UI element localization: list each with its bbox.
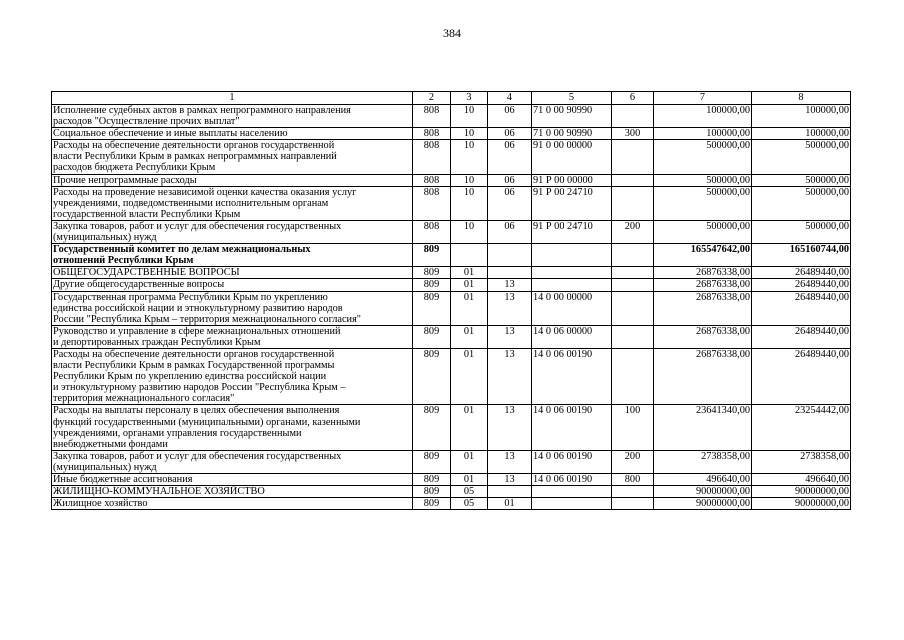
amount-year2-cell: 2738358,00	[752, 450, 851, 473]
section-code-cell: 01	[451, 405, 488, 450]
row-name-cell	[52, 267, 413, 279]
expense-type-cell: 300	[612, 128, 654, 140]
table-row	[52, 348, 851, 404]
amount-year1-cell: 26876338,00	[654, 348, 752, 404]
target-code-cell: 14 0 06 00190	[532, 474, 612, 486]
admin-code-cell: 809	[413, 348, 451, 404]
target-code-cell: 91 Р 00 24710	[532, 186, 612, 220]
section-code-cell: 01	[451, 291, 488, 325]
row-name-cell	[52, 105, 413, 128]
admin-code-cell: 808	[413, 220, 451, 243]
admin-code-cell: 809	[413, 325, 451, 348]
subsection-code-cell: 13	[488, 325, 532, 348]
target-code-cell: 71 0 00 90990	[532, 105, 612, 128]
admin-code-cell: 809	[413, 279, 451, 291]
budget-table	[51, 91, 851, 510]
amount-year2-cell: 500000,00	[752, 186, 851, 220]
row-name-line: Социальное обеспечение и иные выплаты населению	[53, 128, 288, 140]
admin-code-cell: 808	[413, 186, 451, 220]
expense-type-cell	[612, 267, 654, 279]
row-name-line: Закупка товаров, работ и услуг для обеспечения государственных	[53, 450, 342, 462]
row-name-cell	[52, 405, 413, 450]
expense-type-cell	[612, 291, 654, 325]
expense-type-cell	[612, 174, 654, 186]
amount-year2-cell: 90000000,00	[752, 498, 851, 510]
target-code-cell	[532, 486, 612, 498]
row-name-line: Руководство и управление в сфере межнациональных отношений	[53, 325, 341, 337]
row-name-line: Прочие непрограммные расходы	[53, 174, 197, 186]
admin-code-cell: 809	[413, 405, 451, 450]
target-code-cell: 71 0 00 90990	[532, 128, 612, 140]
table-row	[52, 220, 851, 243]
amount-year1-cell: 496640,00	[654, 474, 752, 486]
row-name-cell	[52, 486, 413, 498]
row-name-line: и этнокультурному развитию народов России "Республика Крым –	[53, 382, 346, 394]
row-name-line: государственной власти Республики Крым	[53, 208, 241, 220]
row-name-cell	[52, 498, 413, 510]
section-code-cell: 01	[451, 450, 488, 473]
subsection-code-cell: 06	[488, 140, 532, 174]
table-row	[52, 474, 851, 486]
row-name-line: Другие общегосударственные вопросы	[53, 279, 225, 291]
header-row	[52, 92, 851, 105]
subsection-code-cell: 13	[488, 348, 532, 404]
target-code-cell: 14 0 06 00190	[532, 405, 612, 450]
expense-type-cell	[612, 186, 654, 220]
table-row	[52, 128, 851, 140]
expense-type-cell: 200	[612, 450, 654, 473]
admin-code-cell: 809	[413, 486, 451, 498]
admin-code-cell: 809	[413, 474, 451, 486]
expense-type-cell	[612, 279, 654, 291]
target-code-cell: 14 0 06 00190	[532, 450, 612, 473]
row-name-line: Государственная программа Республики Крым по укреплению	[53, 291, 328, 303]
row-name-line: Государственный комитет по делам межнациональных	[53, 244, 311, 256]
amount-year1-cell: 26876338,00	[654, 325, 752, 348]
target-code-cell	[532, 279, 612, 291]
row-name-cell	[52, 186, 413, 220]
table-row	[52, 267, 851, 279]
subsection-code-cell	[488, 244, 532, 267]
amount-year1-cell: 100000,00	[654, 105, 752, 128]
section-code-cell: 05	[451, 486, 488, 498]
amount-year2-cell: 500000,00	[752, 174, 851, 186]
subsection-code-cell: 13	[488, 405, 532, 450]
row-name-line: расходов бюджета Республики Крым	[53, 162, 216, 174]
row-name-line: внебюджетными фондами	[53, 438, 168, 450]
admin-code-cell: 809	[413, 498, 451, 510]
subsection-code-cell: 06	[488, 220, 532, 243]
amount-year2-cell: 26489440,00	[752, 279, 851, 291]
amount-year1-cell: 26876338,00	[654, 267, 752, 279]
admin-code-cell: 809	[413, 291, 451, 325]
table-row	[52, 291, 851, 325]
expense-type-cell: 200	[612, 220, 654, 243]
subsection-code-cell	[488, 267, 532, 279]
amount-year2-cell: 26489440,00	[752, 267, 851, 279]
subsection-code-cell: 06	[488, 174, 532, 186]
column-header: 6	[612, 92, 654, 105]
table-row	[52, 244, 851, 267]
column-header: 5	[532, 92, 612, 105]
admin-code-cell: 808	[413, 105, 451, 128]
table-row	[52, 140, 851, 174]
section-code-cell: 05	[451, 498, 488, 510]
admin-code-cell: 809	[413, 267, 451, 279]
table-row	[52, 450, 851, 473]
subsection-code-cell: 13	[488, 474, 532, 486]
expense-type-cell	[612, 486, 654, 498]
expense-type-cell	[612, 105, 654, 128]
amount-year1-cell: 26876338,00	[654, 279, 752, 291]
column-header: 7	[654, 92, 752, 105]
table-row	[52, 174, 851, 186]
row-name-cell	[52, 220, 413, 243]
amount-year2-cell: 90000000,00	[752, 486, 851, 498]
row-name-line: отношений Республики Крым	[53, 255, 194, 267]
expense-type-cell	[612, 325, 654, 348]
admin-code-cell: 809	[413, 450, 451, 473]
amount-year2-cell: 100000,00	[752, 128, 851, 140]
section-code-cell: 01	[451, 325, 488, 348]
row-name-line: (муниципальных) нужд	[53, 461, 157, 473]
row-name-line: функций государственными (муниципальными) органами, казенными	[53, 416, 361, 428]
row-name-line: Расходы на выплаты персоналу в целях обеспечения выполнения	[53, 405, 340, 417]
table-row	[52, 405, 851, 450]
target-code-cell: 14 0 06 00190	[532, 348, 612, 404]
target-code-cell: 14 0 06 00000	[532, 325, 612, 348]
row-name-cell	[52, 348, 413, 404]
row-name-cell	[52, 291, 413, 325]
target-code-cell: 91 0 00 00000	[532, 140, 612, 174]
page-number: 384	[443, 26, 461, 40]
table-row	[52, 486, 851, 498]
amount-year1-cell: 26876338,00	[654, 291, 752, 325]
subsection-code-cell	[488, 486, 532, 498]
target-code-cell: 91 Р 00 00000	[532, 174, 612, 186]
column-header: 1	[52, 92, 413, 105]
admin-code-cell: 808	[413, 128, 451, 140]
column-header: 3	[451, 92, 488, 105]
expense-type-cell: 800	[612, 474, 654, 486]
row-name-cell	[52, 325, 413, 348]
section-code-cell: 10	[451, 140, 488, 174]
row-name-cell	[52, 174, 413, 186]
amount-year2-cell: 23254442,00	[752, 405, 851, 450]
section-code-cell: 10	[451, 128, 488, 140]
row-name-line: Исполнение судебных актов в рамках непрограммного направления	[53, 105, 351, 116]
row-name-line: Расходы на обеспечение деятельности органов государственной	[53, 348, 335, 360]
target-code-cell: 14 0 00 00000	[532, 291, 612, 325]
expense-type-cell: 100	[612, 405, 654, 450]
row-name-cell	[52, 279, 413, 291]
subsection-code-cell: 06	[488, 186, 532, 220]
row-name-line: ЖИЛИЩНО-КОММУНАЛЬНОЕ ХОЗЯЙСТВО	[53, 486, 265, 498]
amount-year1-cell: 100000,00	[654, 128, 752, 140]
row-name-line: власти Республики Крым в рамках непрограммных направлений	[53, 151, 337, 163]
subsection-code-cell: 01	[488, 498, 532, 510]
row-name-line: Республики Крым по укреплению единства российской нации	[53, 371, 327, 383]
admin-code-cell: 809	[413, 244, 451, 267]
table-row	[52, 186, 851, 220]
row-name-line: Расходы на обеспечение деятельности органов государственной	[53, 140, 335, 152]
row-name-cell	[52, 128, 413, 140]
target-code-cell	[532, 267, 612, 279]
subsection-code-cell: 13	[488, 450, 532, 473]
row-name-line: единства российской нации и этнокультурному развитию народов	[53, 302, 343, 314]
section-code-cell	[451, 244, 488, 267]
amount-year1-cell: 500000,00	[654, 220, 752, 243]
column-header: 2	[413, 92, 451, 105]
row-name-line: расходов "Осуществление прочих выплат"	[53, 116, 240, 128]
amount-year1-cell: 90000000,00	[654, 498, 752, 510]
amount-year1-cell: 500000,00	[654, 174, 752, 186]
amount-year2-cell: 100000,00	[752, 105, 851, 128]
section-code-cell: 01	[451, 279, 488, 291]
row-name-line: (муниципальных) нужд	[53, 232, 157, 244]
subsection-code-cell: 13	[488, 279, 532, 291]
row-name-cell	[52, 140, 413, 174]
amount-year1-cell: 500000,00	[654, 140, 752, 174]
amount-year1-cell: 90000000,00	[654, 486, 752, 498]
expense-type-cell	[612, 140, 654, 174]
subsection-code-cell: 13	[488, 291, 532, 325]
target-code-cell: 91 Р 00 24710	[532, 220, 612, 243]
row-name-line: Закупка товаров, работ и услуг для обеспечения государственных	[53, 220, 342, 232]
expense-type-cell	[612, 244, 654, 267]
amount-year2-cell: 26489440,00	[752, 325, 851, 348]
section-code-cell: 01	[451, 267, 488, 279]
subsection-code-cell: 06	[488, 105, 532, 128]
row-name-cell	[52, 244, 413, 267]
target-code-cell	[532, 244, 612, 267]
amount-year2-cell: 26489440,00	[752, 291, 851, 325]
table-row	[52, 325, 851, 348]
amount-year1-cell: 165547642,00	[654, 244, 752, 267]
row-name-line: и депортированных граждан Республики Крым	[53, 336, 261, 348]
column-header: 4	[488, 92, 532, 105]
expense-type-cell	[612, 348, 654, 404]
row-name-cell	[52, 474, 413, 486]
amount-year2-cell: 496640,00	[752, 474, 851, 486]
amount-year2-cell: 26489440,00	[752, 348, 851, 404]
amount-year2-cell: 165160744,00	[752, 244, 851, 267]
target-code-cell	[532, 498, 612, 510]
section-code-cell: 10	[451, 220, 488, 243]
table-row	[52, 498, 851, 510]
row-name-line: Иные бюджетные ассигнования	[53, 474, 193, 485]
row-name-line: Жилищное хозяйство	[53, 498, 148, 510]
table-row	[52, 279, 851, 291]
row-name-line: ОБЩЕГОСУДАРСТВЕННЫЕ ВОПРОСЫ	[53, 267, 240, 279]
amount-year1-cell: 500000,00	[654, 186, 752, 220]
amount-year1-cell: 23641340,00	[654, 405, 752, 450]
section-code-cell: 01	[451, 474, 488, 486]
section-code-cell: 10	[451, 174, 488, 186]
row-name-line: учреждениями, органами управления государственными	[53, 427, 302, 439]
expense-type-cell	[612, 498, 654, 510]
admin-code-cell: 808	[413, 174, 451, 186]
section-code-cell: 10	[451, 186, 488, 220]
row-name-line: России "Республика Крым – территория межнационального согласия"	[53, 313, 362, 325]
admin-code-cell: 808	[413, 140, 451, 174]
table-row	[52, 105, 851, 128]
section-code-cell: 10	[451, 105, 488, 128]
row-name-line: власти Республики Крым в рамках Государственной программы	[53, 360, 335, 372]
section-code-cell: 01	[451, 348, 488, 404]
amount-year2-cell: 500000,00	[752, 220, 851, 243]
amount-year2-cell: 500000,00	[752, 140, 851, 174]
amount-year1-cell: 2738358,00	[654, 450, 752, 473]
row-name-line: Расходы на проведение независимой оценки качества оказания услуг	[53, 186, 357, 198]
row-name-line: территория межнационального согласия"	[53, 393, 235, 405]
column-header: 8	[752, 92, 851, 105]
row-name-line: учреждениями, подведомственными исполнительным органам	[53, 197, 329, 209]
row-name-cell	[52, 450, 413, 473]
subsection-code-cell: 06	[488, 128, 532, 140]
